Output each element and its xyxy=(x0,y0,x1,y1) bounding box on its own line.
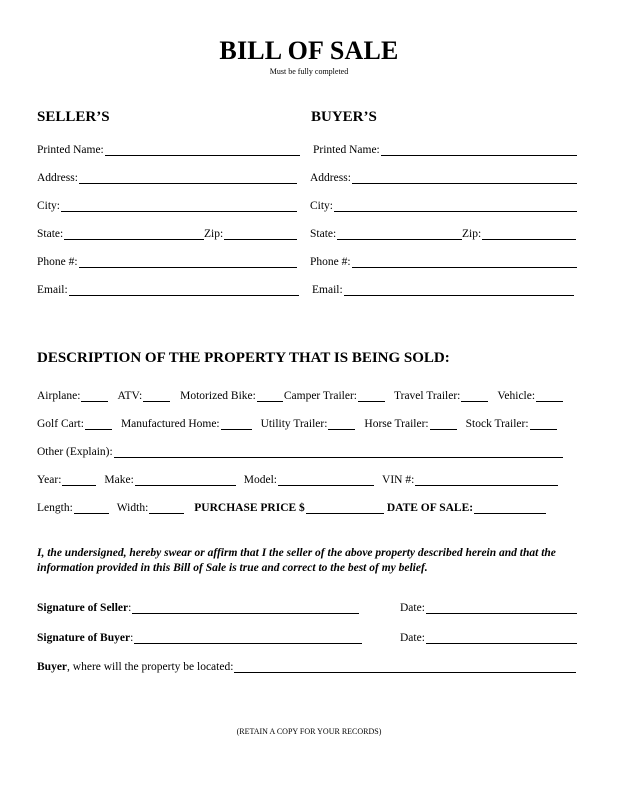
buyer-phone-field[interactable] xyxy=(310,253,577,268)
airplane-field[interactable] xyxy=(37,389,108,402)
utility-trailer-line[interactable] xyxy=(328,417,355,430)
seller-printed-name-line[interactable] xyxy=(105,143,300,156)
seller-zip-label: Zip: xyxy=(204,228,224,240)
date-of-sale-field[interactable] xyxy=(387,501,546,514)
seller-date-field[interactable] xyxy=(400,599,577,614)
seller-city-field[interactable] xyxy=(37,197,297,212)
stock-trailer-label: Stock Trailer: xyxy=(465,418,529,430)
seller-phone-field[interactable] xyxy=(37,253,297,268)
buyer-zip-label: Zip: xyxy=(462,228,482,240)
length-label: Length: xyxy=(37,502,73,514)
utility-trailer-field[interactable] xyxy=(261,417,356,430)
property-location-bold-label: Buyer xyxy=(37,661,68,673)
length-field[interactable] xyxy=(37,501,109,514)
seller-state-label: State: xyxy=(37,228,64,240)
vehicle-details-row xyxy=(37,471,558,486)
buyer-phone-label: Phone #: xyxy=(310,256,351,268)
vin-line[interactable] xyxy=(415,473,558,486)
width-field[interactable] xyxy=(117,501,184,514)
motorized-bike-label: Motorized Bike: xyxy=(180,390,256,402)
form-subtitle: Must be fully completed xyxy=(269,67,349,76)
camper-trailer-line[interactable] xyxy=(358,389,385,402)
make-line[interactable] xyxy=(135,473,236,486)
buyer-address-field[interactable] xyxy=(310,169,577,184)
other-explain-label: Other (Explain): xyxy=(37,446,113,458)
buyer-state-label: State: xyxy=(310,228,337,240)
seller-address-label: Address: xyxy=(37,172,78,184)
buyer-date-field[interactable] xyxy=(400,629,577,644)
buyer-signature-label: Signature of Buyer xyxy=(37,632,131,644)
buyer-email-line[interactable] xyxy=(344,283,574,296)
retain-copy-note: (RETAIN A COPY FOR YOUR RECORDS) xyxy=(236,727,382,736)
property-type-row-2 xyxy=(37,415,557,430)
stock-trailer-field[interactable] xyxy=(466,417,557,430)
motorized-bike-field[interactable] xyxy=(180,389,283,402)
buyer-date-label: Date: xyxy=(400,632,425,644)
travel-trailer-label: Travel Trailer: xyxy=(394,390,461,402)
golf-cart-line[interactable] xyxy=(85,417,112,430)
purchase-price-line[interactable] xyxy=(306,501,384,514)
seller-city-line[interactable] xyxy=(61,199,297,212)
buyer-state-line[interactable] xyxy=(337,227,462,240)
seller-state-line[interactable] xyxy=(64,227,204,240)
year-field[interactable] xyxy=(37,473,96,486)
year-line[interactable] xyxy=(62,473,96,486)
make-label: Make: xyxy=(104,474,134,486)
buyer-date-line[interactable] xyxy=(426,631,577,644)
vehicle-line[interactable] xyxy=(536,389,563,402)
seller-signature-field[interactable]: Signature of Seller : xyxy=(37,599,359,614)
golf-cart-field[interactable] xyxy=(37,417,112,430)
property-location-field[interactable] xyxy=(37,658,576,673)
seller-zip-line[interactable] xyxy=(224,227,297,240)
seller-signature-line[interactable] xyxy=(132,601,359,614)
seller-email-label: Email: xyxy=(37,284,68,296)
motorized-bike-line[interactable] xyxy=(257,389,283,402)
make-field[interactable] xyxy=(104,473,235,486)
buyer-phone-line[interactable] xyxy=(352,255,577,268)
atv-label: ATV: xyxy=(117,390,143,402)
oath-statement: I, the undersigned, hereby swear or affirm that I the seller of the above property described herein and that the information provided in this Bill of Sale is true and correct to the best of my belief. xyxy=(37,547,556,574)
purchase-price-field[interactable] xyxy=(194,501,384,514)
seller-phone-label: Phone #: xyxy=(37,256,78,268)
buyer-address-label: Address: xyxy=(310,172,351,184)
manufactured-home-label: Manufactured Home: xyxy=(120,418,220,430)
width-label: Width: xyxy=(116,502,149,514)
stock-trailer-line[interactable] xyxy=(530,417,557,430)
date-of-sale-line[interactable] xyxy=(474,501,546,514)
manufactured-home-line[interactable] xyxy=(221,417,252,430)
seller-email-line[interactable] xyxy=(69,283,299,296)
camper-trailer-label: Camper Trailer: xyxy=(283,390,357,402)
model-field[interactable] xyxy=(244,473,374,486)
buyer-zip-field[interactable] xyxy=(462,225,576,240)
seller-date-line[interactable] xyxy=(426,601,577,614)
seller-printed-name-field[interactable] xyxy=(37,141,300,156)
buyer-state-field[interactable] xyxy=(310,225,462,240)
buyer-signature-line[interactable] xyxy=(134,631,362,644)
buyer-city-line[interactable] xyxy=(334,199,577,212)
airplane-line[interactable] xyxy=(81,389,108,402)
travel-trailer-line[interactable] xyxy=(461,389,488,402)
price-row xyxy=(37,499,546,514)
golf-cart-label: Golf Cart: xyxy=(37,418,84,430)
model-line[interactable] xyxy=(278,473,374,486)
vin-label: VIN #: xyxy=(382,474,415,486)
horse-trailer-line[interactable] xyxy=(430,417,457,430)
purchase-price-label: PURCHASE PRICE $ xyxy=(194,502,305,514)
buyer-printed-name-label: Printed Name: xyxy=(313,144,380,156)
seller-date-label: Date: xyxy=(400,602,425,614)
description-heading: DESCRIPTION OF THE PROPERTY THAT IS BEING SOLD: xyxy=(37,350,450,366)
seller-email-field[interactable] xyxy=(37,281,299,296)
horse-trailer-field[interactable] xyxy=(364,417,456,430)
buyer-signature-field[interactable]: Signature of Buyer : xyxy=(37,629,362,644)
buyer-email-label: Email: xyxy=(312,284,343,296)
airplane-label: Airplane: xyxy=(37,390,81,402)
utility-trailer-label: Utility Trailer: xyxy=(260,418,328,430)
other-explain-line[interactable] xyxy=(114,445,563,458)
seller-zip-field[interactable] xyxy=(204,225,297,240)
buyer-printed-name-line[interactable] xyxy=(381,143,577,156)
buyer-email-field[interactable] xyxy=(312,281,574,296)
buyer-city-label: City: xyxy=(310,200,334,212)
seller-state-field[interactable] xyxy=(37,225,204,240)
vehicle-label: Vehicle: xyxy=(497,390,536,402)
seller-phone-line[interactable] xyxy=(79,255,297,268)
model-label: Model: xyxy=(243,474,278,486)
vehicle-field[interactable] xyxy=(497,389,563,402)
year-label: Year: xyxy=(37,474,62,486)
manufactured-home-field[interactable] xyxy=(121,417,252,430)
property-location-line[interactable] xyxy=(234,660,576,673)
buyer-heading: BUYER’S xyxy=(311,109,377,125)
seller-address-line[interactable] xyxy=(79,171,297,184)
other-explain-field[interactable] xyxy=(37,443,563,458)
seller-city-label: City: xyxy=(37,200,61,212)
buyer-printed-name-field[interactable] xyxy=(313,141,577,156)
width-line[interactable] xyxy=(149,501,184,514)
atv-line[interactable] xyxy=(143,389,170,402)
vin-field[interactable] xyxy=(382,473,558,486)
buyer-city-field[interactable] xyxy=(310,197,577,212)
seller-address-field[interactable] xyxy=(37,169,297,184)
buyer-zip-line[interactable] xyxy=(482,227,576,240)
atv-field[interactable] xyxy=(117,389,170,402)
length-line[interactable] xyxy=(74,501,109,514)
form-title: BILL OF SALE xyxy=(219,36,399,65)
travel-trailer-field[interactable] xyxy=(394,389,488,402)
property-type-row-1 xyxy=(37,387,563,402)
seller-heading: SELLER’S xyxy=(37,109,110,125)
date-of-sale-label: DATE OF SALE: xyxy=(386,502,474,514)
seller-signature-label: Signature of Seller xyxy=(37,602,129,614)
property-location-label: , where will the property be located: xyxy=(67,661,234,673)
seller-printed-name-label: Printed Name: xyxy=(37,144,104,156)
horse-trailer-label: Horse Trailer: xyxy=(364,418,429,430)
camper-trailer-field[interactable] xyxy=(284,389,385,402)
buyer-address-line[interactable] xyxy=(352,171,577,184)
